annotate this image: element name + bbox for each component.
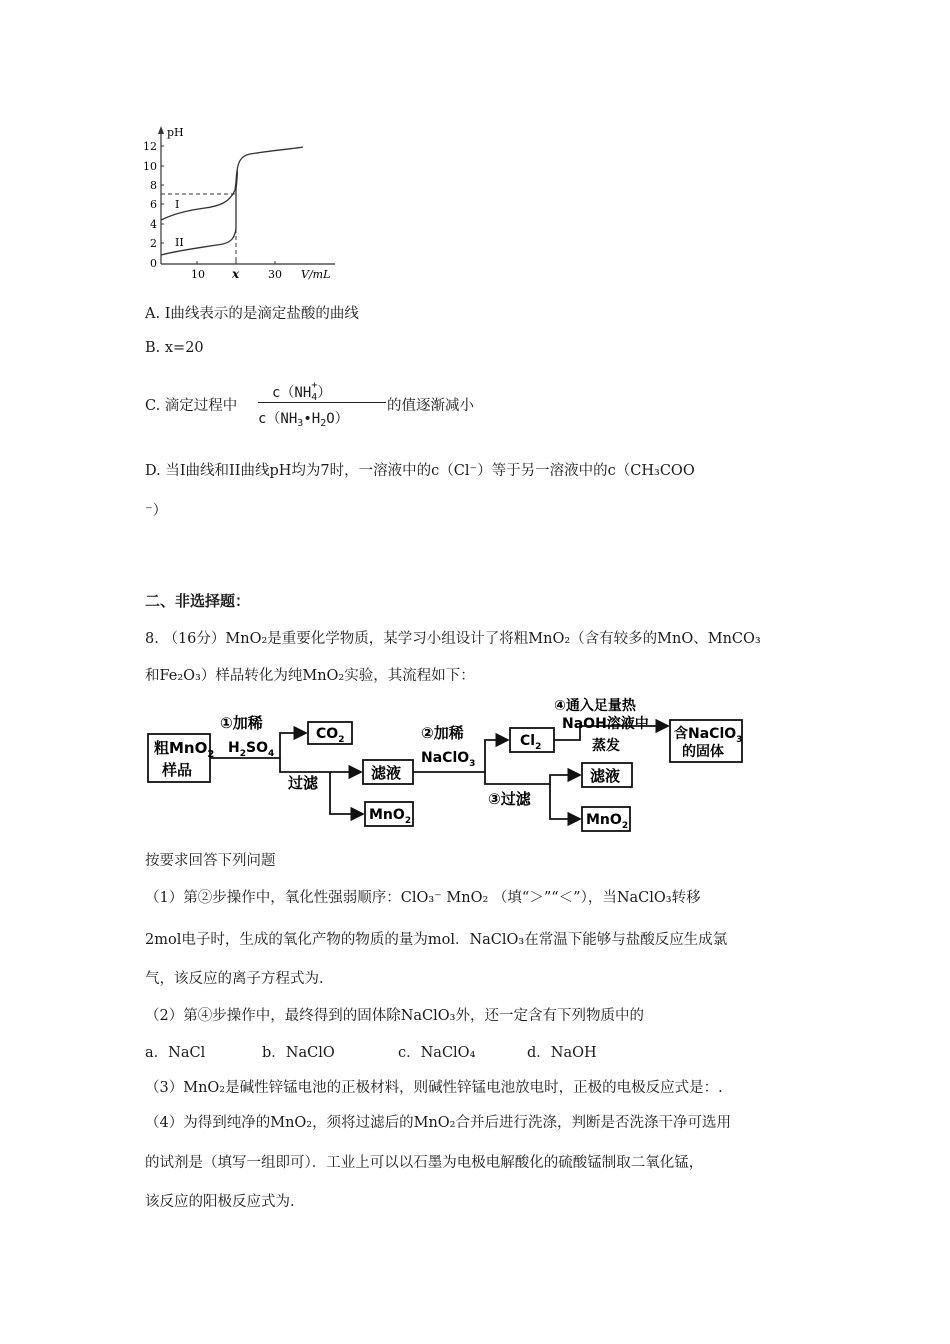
option-d-line2: ⁻）: [145, 503, 168, 519]
arrow-filter1-to-filtrate: [280, 758, 361, 772]
step4-label-c: 蒸发: [592, 738, 620, 754]
filter3-label: ③过滤: [488, 790, 531, 808]
fraction-numerator: $c(NH_4^+)$: [272, 380, 332, 403]
x-tick-30: 30: [268, 268, 282, 280]
q1-line1: （1）第②步操作中，氧化性强弱顺序：ClO₃⁻ MnO₂ （填“＞”“＜”），当NaClO₃转移: [145, 890, 701, 906]
q1-line3: 气，该反应的离子方程式为.: [145, 971, 324, 987]
step1-label-a: ①加稀: [220, 714, 263, 732]
y-tick-10: 10: [143, 160, 157, 173]
fraction-bar: [258, 402, 386, 403]
y-tick-0: 0: [150, 257, 157, 270]
step2-label-b: NaClO$_3$: [421, 750, 476, 769]
y-tick-labels: [143, 140, 157, 270]
product-label-1: 含NaClO$_3$: [674, 726, 743, 745]
q4-line3: 该反应的阳极反应式为.: [145, 1194, 295, 1210]
mno2-a-label: MnO$_2$: [369, 807, 412, 826]
product-label-2: 的固体: [682, 744, 724, 760]
curve-II-label: II: [175, 236, 184, 249]
x-tick-x: x: [232, 267, 240, 280]
arrow-filter3-split: [485, 772, 580, 784]
option-c-prefix: C. 滴定过程中: [145, 398, 238, 414]
step4-label-a: ④通入足量热: [554, 698, 636, 714]
q4-line1: （4）为得到纯净的MnO₂，须将过滤后的MnO₂合并后进行洗涤，判断是否洗涤干净可选用: [145, 1115, 731, 1131]
option-d-line1: D. 当I曲线和II曲线pH均为7时，一溶液中的c（Cl⁻）等于另一溶液中的c（CH₃COO: [145, 463, 695, 479]
co2-label: $CO_2$: [316, 726, 345, 745]
x-axis-label: V/mL: [301, 268, 331, 280]
option-b: B. x=20: [145, 340, 204, 356]
y-axis-label: pH: [167, 126, 184, 139]
x-tick-10: 10: [191, 268, 205, 280]
y-tick-12: 12: [143, 140, 157, 153]
section-title: 二、非选择题：: [145, 592, 251, 610]
questions-intro: 按要求回答下列问题: [145, 853, 276, 869]
fraction-denominator: $c(NH_3•H_2O)$: [258, 411, 349, 429]
mno2-b-label: MnO$_2$: [586, 812, 629, 831]
titration-graph: [135, 120, 350, 280]
crude-label-1: 粗MnO$_2$: [154, 739, 215, 760]
q2-option-a: a．NaCl: [145, 1045, 206, 1061]
q2-option-c: c．NaClO₄: [398, 1045, 476, 1061]
y-tick-2: 2: [150, 237, 157, 250]
y-tick-8: 8: [150, 179, 157, 192]
crude-label-2: 样品: [162, 761, 193, 779]
q8-line1: 8. （16分）MnO₂是重要化学物质，某学习小组设计了将粗MnO₂（含有较多的MnO、MnCO₃: [145, 631, 761, 647]
arrow-filter1-split: [330, 772, 363, 814]
filter1-label: 过滤: [288, 774, 319, 792]
arrow-filter3-to-mno2: [550, 784, 580, 819]
curve-I: [161, 147, 303, 220]
curve-I-label: I: [175, 198, 180, 211]
option-c-fraction: [258, 380, 386, 436]
cl2-label: $Cl_2$: [520, 733, 542, 752]
step4-label-b: NaOH溶液中: [562, 716, 649, 732]
filtrate1-label: 滤液: [371, 764, 402, 782]
q8-line2: 和Fe₂O₃）样品转化为纯MnO₂实验，其流程如下：: [145, 668, 475, 684]
step1-label-b: $H_2SO_4$: [228, 740, 275, 759]
q2-line1: （2）第④步操作中，最终得到的固体除NaClO₃外，还一定含有下列物质中的: [145, 1008, 644, 1024]
option-c-suffix: 的值逐渐减小: [387, 398, 474, 414]
q2-option-d: d．NaOH: [527, 1045, 597, 1061]
q1-line2: 2mol电子时，生成的氧化产物的物质的量为mol．NaClO₃在常温下能够与盐酸反应生成氯: [145, 932, 728, 948]
y-axis-arrow: [158, 126, 164, 134]
curve-II: [161, 170, 237, 255]
filtrate2-label: 滤液: [590, 767, 621, 785]
y-tick-6: 6: [150, 198, 157, 211]
option-a: A. I曲线表示的是滴定盐酸的曲线: [145, 306, 359, 322]
q3-line: （3）MnO₂是碱性锌锰电池的正极材料，则碱性锌锰电池放电时，正极的电极反应式是：.: [145, 1080, 723, 1096]
q4-line2: 的试剂是（填写一组即可）．工业上可以以石墨为电极电解酸化的硫酸锰制取二氧化锰，: [145, 1155, 704, 1171]
y-tick-4: 4: [150, 218, 157, 231]
process-flowchart: [140, 696, 780, 836]
step2-label-a: ②加稀: [421, 724, 464, 742]
q2-option-b: b．NaClO: [262, 1045, 335, 1061]
